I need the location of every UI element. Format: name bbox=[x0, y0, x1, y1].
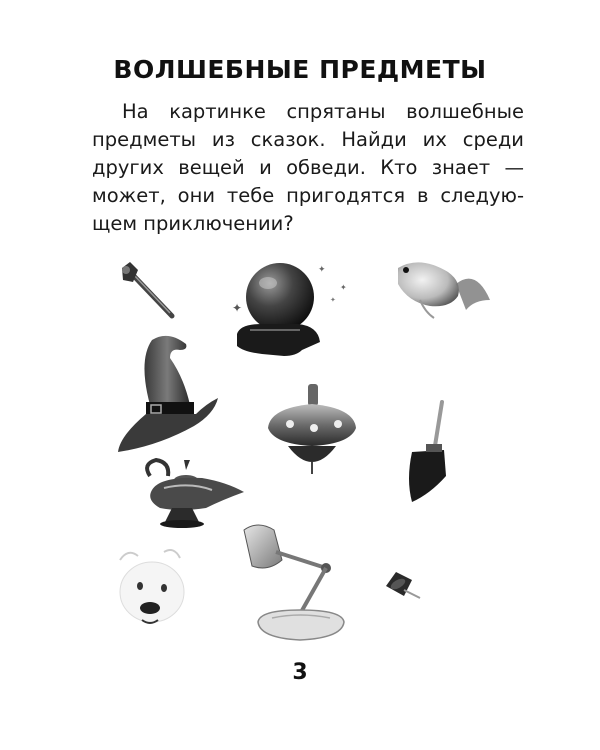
paragraph-line: других вещей и обведи. Кто знает — bbox=[92, 156, 524, 179]
crystal-ball-icon bbox=[232, 263, 347, 356]
paragraph-line: предметы из сказок. Найди их среди bbox=[92, 128, 524, 151]
page-number: 3 bbox=[292, 660, 308, 685]
shovel-icon bbox=[409, 402, 446, 502]
page-title: ВОЛШЕБНЫЕ ПРЕДМЕТЫ bbox=[113, 55, 487, 84]
svg-text:✦: ✦ bbox=[340, 283, 347, 292]
dog-icon bbox=[120, 550, 184, 623]
paragraph-line: может, они тебе пригодятся в следую- bbox=[92, 184, 524, 207]
push-pin-icon bbox=[386, 572, 420, 598]
svg-text:✦: ✦ bbox=[330, 296, 336, 304]
svg-text:✦: ✦ bbox=[318, 265, 326, 275]
witch-hat-icon bbox=[118, 336, 218, 452]
goldfish-icon bbox=[398, 262, 490, 318]
magic-wand-icon bbox=[122, 262, 172, 316]
spinning-top-icon bbox=[268, 384, 356, 474]
genie-lamp-icon bbox=[147, 460, 244, 528]
paragraph-line: щем приключении? bbox=[92, 212, 294, 235]
svg-text:✦: ✦ bbox=[232, 301, 243, 315]
desk-lamp-icon bbox=[244, 525, 344, 640]
paragraph-line: На картинке спрятаны волшебные bbox=[122, 100, 524, 123]
